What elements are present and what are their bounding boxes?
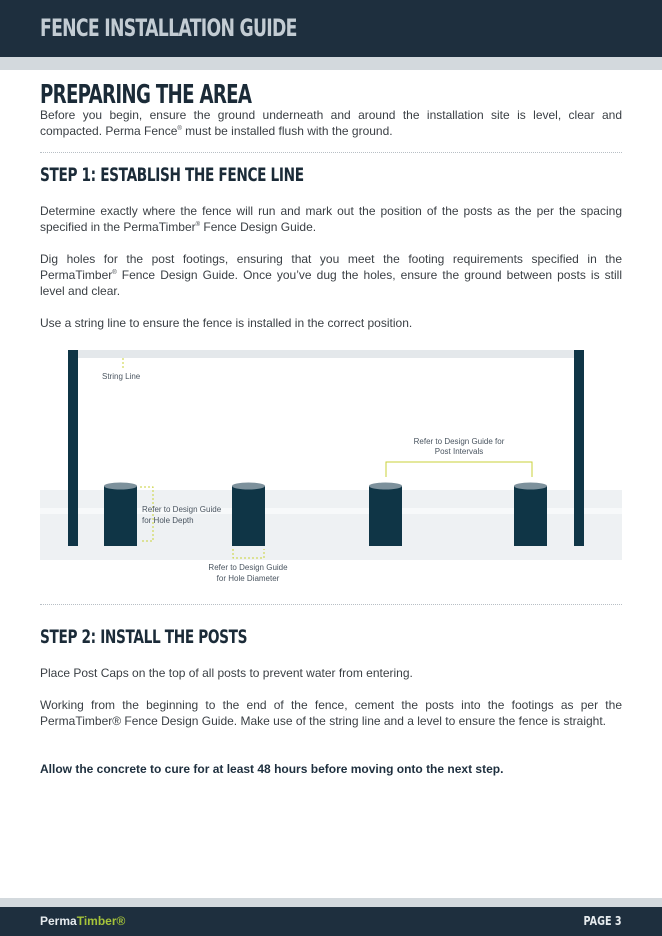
step1-paragraph-3: Use a string line to ensure the fence is installed in the correct position. [40, 316, 413, 330]
step1-paragraph-1 [40, 203, 622, 235]
header-strip [0, 57, 662, 70]
brand-logo [40, 914, 125, 928]
step1-p1-text-b: Fence Design Guide. [200, 220, 317, 234]
step1-heading: STEP 1: ESTABLISH THE FENCE LINE [40, 164, 304, 186]
section-divider [40, 152, 622, 153]
hole-diameter-label-1: Refer to Design Guide [208, 563, 288, 572]
registered-mark: ® [195, 222, 201, 228]
stake-left [68, 350, 78, 546]
post-1 [104, 483, 137, 547]
step2-cure-note: Allow the concrete to cure for at least 48 hours before moving onto the next step. [40, 762, 504, 776]
section-heading-preparing: PREPARING THE AREA [40, 80, 252, 110]
brand-timber: Timber® [76, 914, 126, 928]
diagram-svg [40, 340, 622, 602]
step1-p2-text-b: Fence Design Guide. Once you’ve dug the holes, ensure the ground between posts is still level and clear. [40, 268, 622, 298]
post-3 [369, 483, 402, 547]
intro-text-b: must be installed flush with the ground. [181, 124, 393, 138]
post-intervals-label-2: Post Intervals [434, 447, 484, 456]
string-line [74, 350, 574, 358]
document-title: FENCE INSTALLATION GUIDE [40, 14, 297, 42]
step2-paragraph-2: Working from the beginning to the end of the fence, cement the posts into the footings as per the PermaTimber® Fence Design Guide. Make use of the string line and a level to ensure the fence is straight. [40, 698, 622, 728]
page-header [0, 0, 662, 57]
step2-paragraph-1: Place Post Caps on the top of all posts to prevent water from entering. [40, 666, 413, 680]
post-intervals-label-1: Refer to Design Guide for [413, 437, 505, 446]
hole-depth-label-2: for Hole Depth [142, 516, 194, 525]
step1-paragraph-2 [40, 251, 622, 299]
section-divider [40, 604, 622, 605]
post-2 [232, 483, 265, 547]
intro-text-a: Before you begin, ensure the ground underneath and around the installation site is level, clear and compacted. Perma Fence [40, 108, 622, 138]
string-line-label: String Line [102, 372, 141, 381]
post-4 [514, 483, 547, 547]
hole-depth-label-1: Refer to Design Guide [142, 505, 222, 514]
post-interval-bracket [386, 462, 532, 477]
intro-paragraph [40, 107, 622, 139]
page-footer [0, 907, 662, 936]
stake-right [574, 350, 584, 546]
fence-line-diagram [40, 340, 622, 602]
footer-strip [0, 898, 662, 907]
step2-heading: STEP 2: INSTALL THE POSTS [40, 626, 248, 648]
step1-p1-text-a: Determine exactly where the fence will run and mark out the position of the posts as the per the spacing specified in the PermaTimber [40, 204, 622, 234]
page-number: PAGE 3 [583, 914, 622, 928]
registered-mark: ® [177, 126, 182, 132]
brand-perma: Perma [40, 914, 77, 928]
step1-p2-text-a: Dig holes for the post footings, ensuring that you meet the footing requirements specified in the PermaTimber [40, 252, 622, 282]
registered-mark: ® [112, 270, 117, 276]
hole-diameter-label-2: for Hole Diameter [216, 574, 280, 583]
